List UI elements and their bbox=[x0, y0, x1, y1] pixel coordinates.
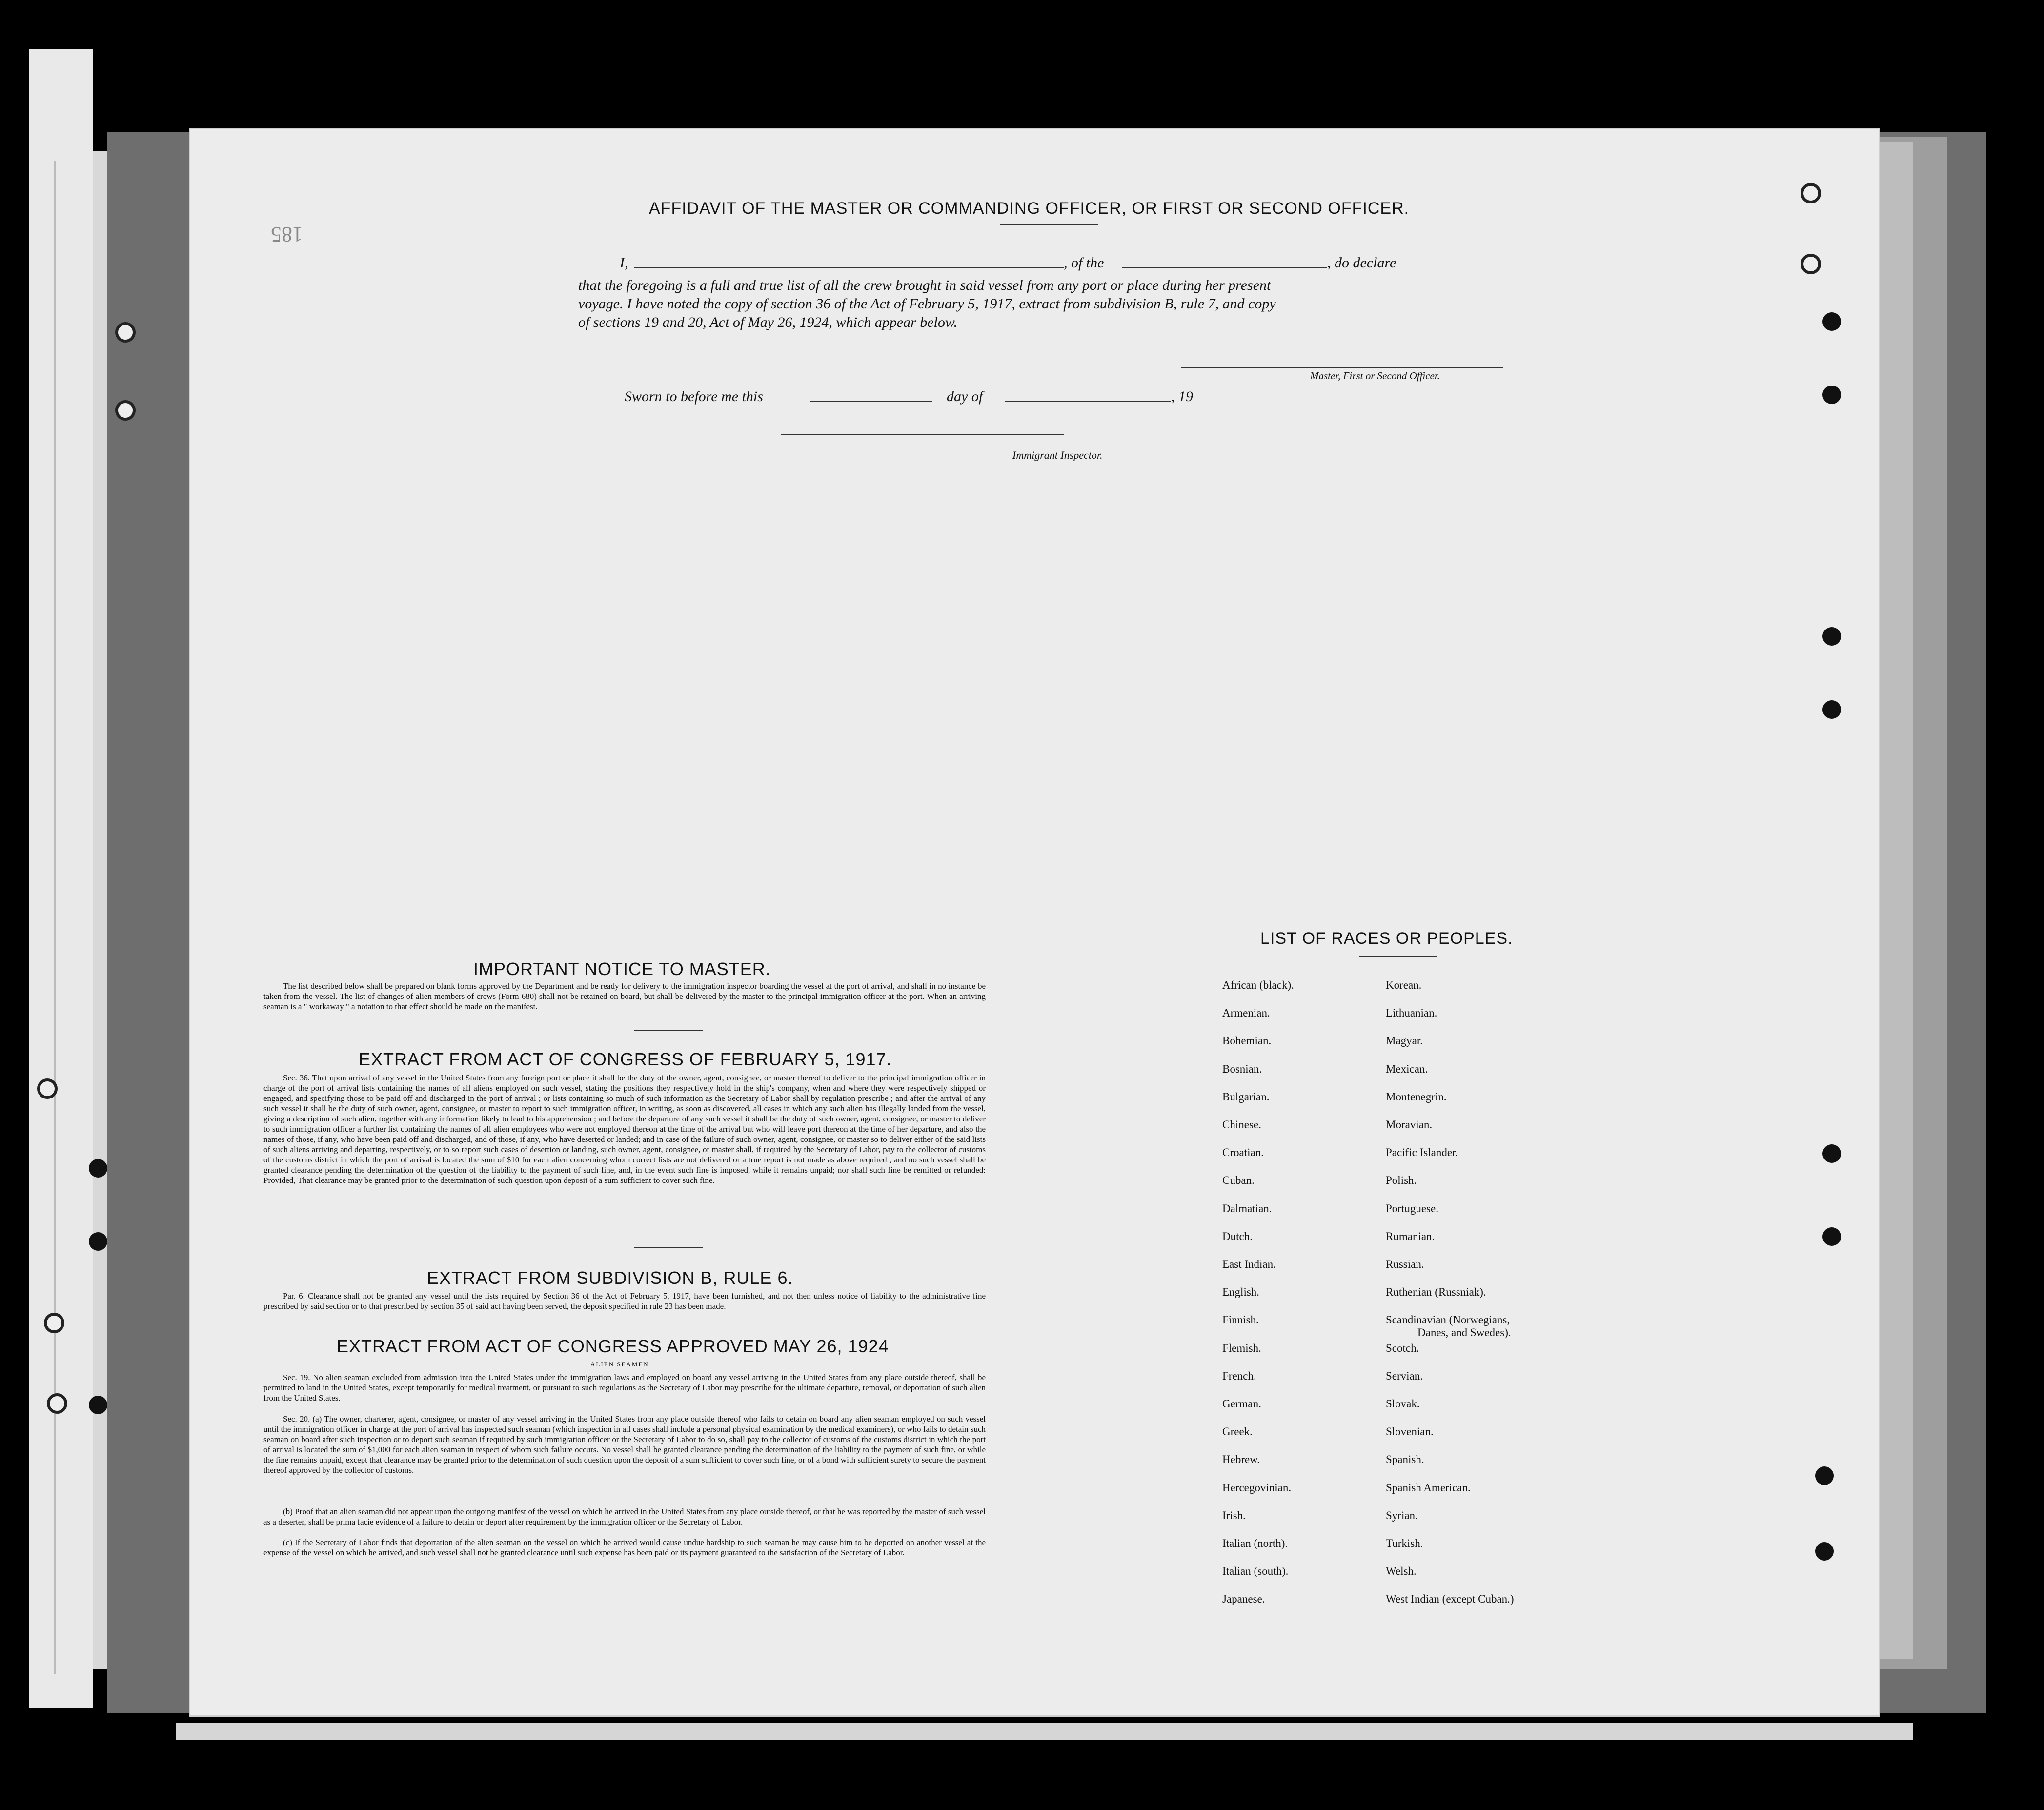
divider bbox=[634, 1030, 703, 1031]
race-item: Cuban. bbox=[1222, 1174, 1255, 1186]
affidavit-line-3: of sections 19 and 20, Act of May 26, 1924, which appear below. bbox=[578, 314, 958, 330]
race-item: Lithuanian. bbox=[1386, 1007, 1437, 1019]
sworn-day-of: day of bbox=[947, 388, 983, 405]
master-name-field[interactable] bbox=[634, 267, 1064, 268]
affidavit-line-2: voyage. I have noted the copy of section 36 of the Act of February 5, 1917, extract from subdivision B, rule 7, and copy bbox=[578, 296, 1276, 312]
notice-text: The list described below shall be prepared on blank forms approved by the Department and be ready for delivery to the immigration inspector boarding the vessel at the port of arrival, and shall in no instance be taken from the vessel. The list of changes of alien members of crews (Form 680) shall not be retained on board, but shall be delivered by the master to the principal immigration officer at the port. When an arriving seaman is a " workaway " a notation to that effect should be made on the manifest. bbox=[263, 981, 986, 1011]
page-number: 185 bbox=[271, 223, 303, 246]
race-item: English. bbox=[1222, 1286, 1260, 1298]
race-item: Croatian. bbox=[1222, 1146, 1264, 1159]
punch-hole bbox=[1822, 1144, 1841, 1163]
punch-hole bbox=[89, 1396, 107, 1414]
race-item: Magyar. bbox=[1386, 1035, 1423, 1047]
divider bbox=[1359, 956, 1437, 957]
race-item: Irish. bbox=[1222, 1509, 1246, 1522]
punch-hole bbox=[1822, 312, 1841, 331]
race-item: German. bbox=[1222, 1398, 1261, 1410]
punch-hole bbox=[1822, 1227, 1841, 1246]
punch-hole bbox=[115, 400, 136, 421]
race-item: Pacific Islander. bbox=[1386, 1146, 1458, 1159]
punch-hole bbox=[44, 1313, 64, 1333]
master-signature-field[interactable] bbox=[1181, 367, 1503, 368]
punch-hole bbox=[1815, 1542, 1834, 1561]
race-item: Mexican. bbox=[1386, 1063, 1428, 1075]
extract-1924-heading: EXTRACT FROM ACT OF CONGRESS APPROVED MAY 26, 1924 bbox=[337, 1336, 889, 1356]
affidavit-do-declare: , do declare bbox=[1327, 255, 1396, 271]
race-item: Italian (south). bbox=[1222, 1565, 1289, 1577]
race-item: Japanese. bbox=[1222, 1593, 1265, 1605]
punch-hole bbox=[1801, 183, 1821, 203]
divider bbox=[1000, 224, 1098, 225]
race-item: Italian (north). bbox=[1222, 1537, 1288, 1549]
race-item: Dalmatian. bbox=[1222, 1202, 1272, 1215]
extract-1917-heading: EXTRACT FROM ACT OF CONGRESS OF FEBRUARY 5, 1917. bbox=[359, 1049, 892, 1069]
sec20b-text: (b) Proof that an alien seaman did not appear upon the outgoing manifest of the vessel on which he arrived in the United States from any place outside thereof, or that he was reported by the master of such vessel as a deserter, shall be prima facie evidence of a failure to detain or deport after requirement by the immigration officer or the Secretary of Labor. bbox=[263, 1507, 986, 1526]
inspector-signature-field[interactable] bbox=[781, 434, 1064, 435]
race-item: Russian. bbox=[1386, 1258, 1424, 1270]
punch-hole bbox=[1801, 254, 1821, 274]
punch-hole bbox=[1822, 386, 1841, 404]
sworn-day-field[interactable] bbox=[810, 401, 932, 402]
punch-hole bbox=[115, 322, 136, 343]
race-item: East Indian. bbox=[1222, 1258, 1276, 1270]
affidavit-heading: AFFIDAVIT OF THE MASTER OR COMMANDING OFFICER, OR FIRST OR SECOND OFFICER. bbox=[649, 199, 1410, 218]
race-item: Hercegovinian. bbox=[1222, 1482, 1292, 1494]
race-item: French. bbox=[1222, 1370, 1256, 1382]
race-item: Servian. bbox=[1386, 1370, 1423, 1382]
race-item: Flemish. bbox=[1222, 1342, 1261, 1354]
punch-hole bbox=[1815, 1466, 1834, 1485]
race-item: Finnish. bbox=[1222, 1314, 1259, 1326]
notice-heading: IMPORTANT NOTICE TO MASTER. bbox=[473, 959, 771, 979]
race-item: Montenegrin. bbox=[1386, 1091, 1447, 1103]
punch-hole bbox=[47, 1393, 67, 1414]
sec20a-text: Sec. 20. (a) The owner, charterer, agent, consignee, or master of any vessel arriving in the United States from any place outside thereof who fails to detain on board any alien seaman employed on such vessel until the immigration officer in charge at the port of arrival has inspected such seaman (which inspection in all cases shall include a personal physical examination by the medical examiners), or who fails to detain such seaman on board after such inspection or to deport such seaman if required by such immigration officer or the Secretary of Labor to do so, shall pay to the collector of customs of the customs district in which the port of arrival is located the sum of $1,000 for each alien seaman in respect of whom such failure occurs. No vessel shall be granted clearance pending the determination of the liability to the payment of such fine, or while the fine remains unpaid, except that clearance may be granted prior to the determination of such question upon the deposit of a sum sufficient to cover such fine, or of a bond with sufficient surety to secure the payment thereof approved by the collector of customs. bbox=[263, 1414, 986, 1475]
race-item: Welsh. bbox=[1386, 1565, 1417, 1577]
race-item: Moravian. bbox=[1386, 1119, 1433, 1131]
binder-edge bbox=[54, 161, 56, 1674]
race-item: Scotch. bbox=[1386, 1342, 1419, 1354]
binder-strip bbox=[29, 49, 93, 1708]
race-item: Turkish. bbox=[1386, 1537, 1423, 1549]
manifest-page bbox=[190, 129, 1879, 1715]
race-item: African (black). bbox=[1222, 979, 1294, 991]
race-item: Spanish American. bbox=[1386, 1482, 1471, 1494]
sec20c-text: (c) If the Secretary of Labor finds that deportation of the alien seaman on the vessel on which he arrived would cause undue hardship to such seaman he may cause him to be deported on another vessel at the expense of the vessel on which he arrived, and such vessel shall not be granted clearance until such expense has been paid or its payment guaranteed to the satisfaction of the Secretary of Labor. bbox=[263, 1538, 986, 1557]
race-item: Bohemian. bbox=[1222, 1035, 1272, 1047]
punch-hole bbox=[89, 1232, 107, 1251]
race-item: Rumanian. bbox=[1386, 1230, 1435, 1242]
race-item: Ruthenian (Russniak). bbox=[1386, 1286, 1486, 1298]
race-item: Syrian. bbox=[1386, 1509, 1418, 1522]
race-item: Korean. bbox=[1386, 979, 1422, 991]
race-item: Slovenian. bbox=[1386, 1425, 1434, 1438]
sworn-year: , 19 bbox=[1171, 388, 1193, 405]
race-item: Scandinavian (Norwegians, bbox=[1386, 1314, 1510, 1326]
race-item: Chinese. bbox=[1222, 1119, 1261, 1131]
race-item: Hebrew. bbox=[1222, 1453, 1260, 1465]
alien-seamen-subheading: ALIEN SEAMEN bbox=[590, 1361, 649, 1368]
race-item: Spanish. bbox=[1386, 1453, 1424, 1465]
race-item: Portuguese. bbox=[1386, 1202, 1438, 1215]
master-caption: Master, First or Second Officer. bbox=[1310, 370, 1440, 382]
race-item: Bosnian. bbox=[1222, 1063, 1262, 1075]
race-item: Armenian. bbox=[1222, 1007, 1270, 1019]
race-item: West Indian (except Cuban.) bbox=[1386, 1593, 1514, 1605]
punch-hole bbox=[89, 1159, 107, 1178]
extract-1917-text: Sec. 36. That upon arrival of any vessel in the United States from any foreign port or place it shall be the duty of the owner, agent, consignee, or master thereof to deliver to the principal immigration officer in charge of the port of arrival lists containing the names of all aliens employed on such vessel, stating the positions they respectively hold in the ship's company, when and where they were respectively shipped or engaged, and specifying those to be paid off and discharged in the port of arrival ; or lists containing so much of such information as the Secretary of Labor shall by regulation prescribe ; and after the arrival of any such vessel it shall be the duty of such owner, agent, consignee, or master to report to such immigration officer, in writing, as soon as discovered, all cases in which any such alien has illegally landed from the vessel, giving a description of such alien, together with any information likely to lead to his apprehension ; and before the departure of any such vessel it shall be the duty of such owner, agent, consignee, or master to deliver to such immigration officer a further list containing the names of all alien employees who were not employed thereon at the time of the arrival but who will leave port thereon at the time of her departure, and also the names of those, if any, who have been paid off and discharged, and of those, if any, who have deserted or landed; and in case of the failure of such owner, agent, consignee, or master so to deliver either of the said lists of such aliens arriving and departing, respectively, or to so report such cases of desertion or landing, such owner, agent, consignee, or master shall, if required by the Secretary of Labor, pay to the collector of customs of the customs district in which the port of arrival is located the sum of $10 for each alien concerning whom correct lists are not delivered or a true report is not made as above required ; and no such vessel shall be granted clearance pending the determination of the question of the liability to the payment of such fine, and, in the event such fine is imposed, while it remains unpaid; nor shall such fine be remitted or refunded: Provided, That clearance may be granted prior to the determination of such question upon deposit of a sum sufficient to cover such fine. bbox=[263, 1073, 986, 1185]
extract-rule6-text: Par. 6. Clearance shall not be granted any vessel until the lists required by Section 36 of the Act of February 5, 1917, have been furnished, and not then unless notice of liability to the administrative fine prescribed by said section or to that prescribed by section 35 of said act having been served, the deposit specified in rule 23 has been made. bbox=[263, 1291, 986, 1311]
races-heading: LIST OF RACES OR PEOPLES. bbox=[1260, 929, 1513, 948]
sec19-text: Sec. 19. No alien seaman excluded from admission into the United States under the immigration laws and employed on board any vessel arriving in the United States from any place outside thereof, shall be permitted to land in the United States, except temporarily for medical treatment, or pursuant to such regulations as the Secretary of Labor may prescribe for the ultimate departure, removal, or deportation of such alien from the United States. bbox=[263, 1373, 986, 1403]
affidavit-i: I, bbox=[620, 255, 628, 271]
page-stack-edge bbox=[176, 1723, 1913, 1740]
inspector-caption: Immigrant Inspector. bbox=[1012, 449, 1103, 461]
affidavit-line-1: that the foregoing is a full and true list of all the crew brought in said vessel from any port or place during her present bbox=[578, 277, 1271, 293]
race-item: Dutch. bbox=[1222, 1230, 1253, 1242]
affidavit-of-the: , of the bbox=[1064, 255, 1104, 271]
sworn-month-field[interactable] bbox=[1005, 401, 1171, 402]
punch-hole bbox=[1822, 627, 1841, 646]
race-item: Slovak. bbox=[1386, 1398, 1420, 1410]
vessel-name-field[interactable] bbox=[1122, 267, 1327, 268]
sworn-text: Sworn to before me this bbox=[625, 388, 763, 405]
race-item: Bulgarian. bbox=[1222, 1091, 1270, 1103]
divider bbox=[634, 1247, 703, 1248]
race-scandinavian-continued: Danes, and Swedes). bbox=[1417, 1326, 1511, 1339]
race-item: Greek. bbox=[1222, 1425, 1253, 1438]
punch-hole bbox=[1822, 700, 1841, 719]
extract-rule6-heading: EXTRACT FROM SUBDIVISION B, RULE 6. bbox=[427, 1268, 793, 1288]
punch-hole bbox=[37, 1078, 58, 1099]
race-item: Polish. bbox=[1386, 1174, 1417, 1186]
